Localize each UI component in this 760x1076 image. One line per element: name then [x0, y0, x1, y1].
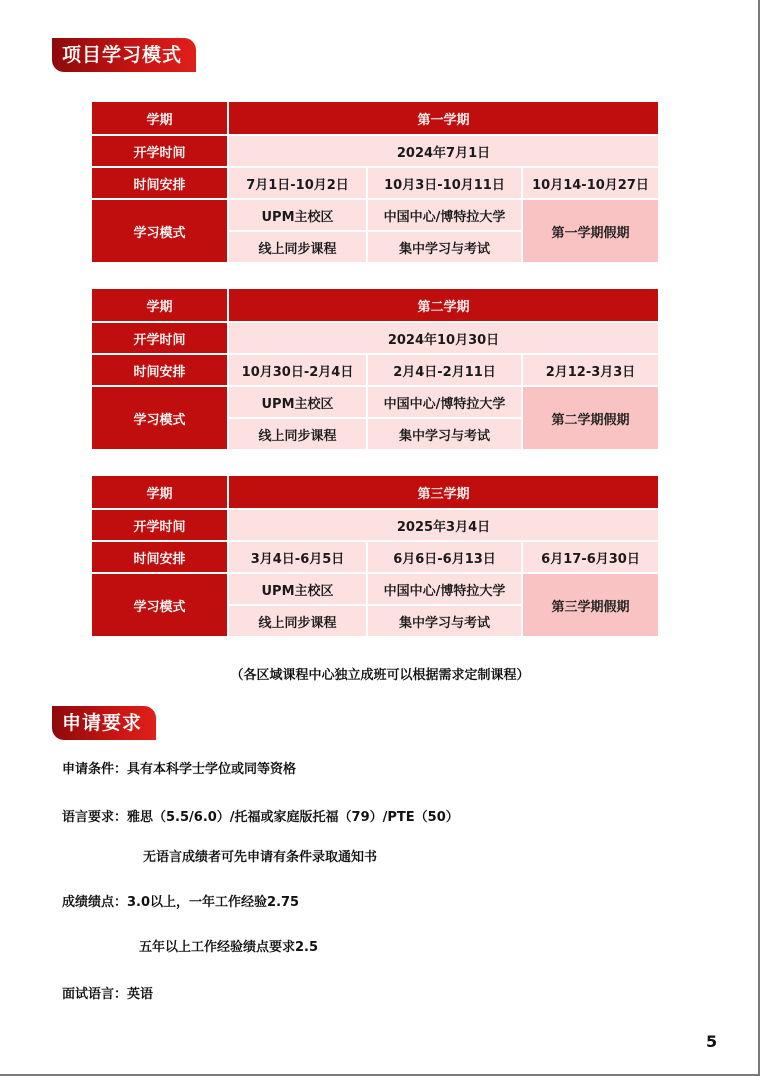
holiday-cell: 第一学期假期 — [522, 199, 659, 263]
term-label: 学期 — [91, 475, 228, 509]
schedule-period-2: 10月3日-10月11日 — [367, 167, 522, 199]
mode-online: 线上同步课程 — [228, 605, 367, 637]
mode-center: 中国中心/博特拉大学 — [367, 386, 522, 418]
term-label: 学期 — [91, 101, 228, 135]
section-title-requirements: 申请要求 — [52, 706, 156, 740]
schedule-label: 时间安排 — [91, 167, 228, 199]
requirement-gpa: 成绩绩点：3.0以上，一年工作经验2.75 — [62, 895, 300, 910]
mode-exam: 集中学习与考试 — [367, 231, 522, 263]
term-table-2 — [90, 287, 660, 451]
mode-exam: 集中学习与考试 — [367, 605, 522, 637]
schedule-period-1: 3月4日-6月5日 — [228, 541, 367, 573]
schedule-period-3: 2月12-3月3日 — [522, 354, 659, 386]
requirement-language-note: 无语言成绩者可先申请有条件录取通知书 — [143, 850, 378, 865]
mode-online: 线上同步课程 — [228, 418, 367, 450]
schedule-period-1: 10月30日-2月4日 — [228, 354, 367, 386]
requirement-condition: 申请条件：具有本科学士学位或同等资格 — [62, 762, 297, 777]
term-name: 第二学期 — [228, 288, 659, 322]
requirement-interview: 面试语言：英语 — [62, 987, 154, 1002]
schedule-period-2: 2月4日-2月11日 — [367, 354, 522, 386]
schedule-label: 时间安排 — [91, 541, 228, 573]
term-name: 第三学期 — [228, 475, 659, 509]
start-label: 开学时间 — [91, 509, 228, 541]
start-label: 开学时间 — [91, 322, 228, 354]
mode-online: 线上同步课程 — [228, 231, 367, 263]
section-title-study-mode: 项目学习模式 — [52, 38, 196, 72]
mode-center: 中国中心/博特拉大学 — [367, 199, 522, 231]
schedule-period-3: 10月14-10月27日 — [522, 167, 659, 199]
start-label: 开学时间 — [91, 135, 228, 167]
mode-campus: UPM主校区 — [228, 199, 367, 231]
start-date: 2024年7月1日 — [228, 135, 659, 167]
requirement-language: 语言要求：雅思（5.5/6.0）/托福或家庭版托福（79）/PTE（50） — [62, 810, 459, 825]
page-number: 5 — [706, 1032, 718, 1051]
mode-campus: UPM主校区 — [228, 386, 367, 418]
mode-label: 学习模式 — [91, 573, 228, 637]
holiday-cell: 第二学期假期 — [522, 386, 659, 450]
schedule-period-2: 6月6日-6月13日 — [367, 541, 522, 573]
start-date: 2024年10月30日 — [228, 322, 659, 354]
requirement-gpa-note: 五年以上工作经验绩点要求2.5 — [139, 940, 319, 955]
holiday-cell: 第三学期假期 — [522, 573, 659, 637]
mode-label: 学习模式 — [91, 199, 228, 263]
schedule-period-1: 7月1日-10月2日 — [228, 167, 367, 199]
mode-campus: UPM主校区 — [228, 573, 367, 605]
term-table-3 — [90, 474, 660, 638]
term-name: 第一学期 — [228, 101, 659, 135]
term-label: 学期 — [91, 288, 228, 322]
term-table-1 — [90, 100, 660, 264]
mode-exam: 集中学习与考试 — [367, 418, 522, 450]
custom-course-note: （各区域课程中心独立成班可以根据需求定制课程） — [230, 668, 530, 683]
mode-label: 学习模式 — [91, 386, 228, 450]
schedule-label: 时间安排 — [91, 354, 228, 386]
mode-center: 中国中心/博特拉大学 — [367, 573, 522, 605]
schedule-period-3: 6月17-6月30日 — [522, 541, 659, 573]
start-date: 2025年3月4日 — [228, 509, 659, 541]
